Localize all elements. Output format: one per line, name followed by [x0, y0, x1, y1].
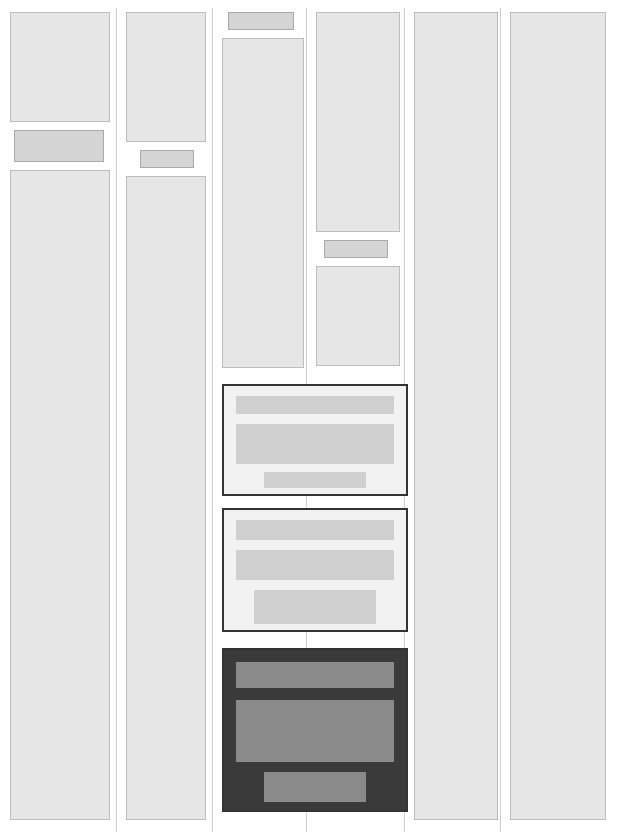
display-ad-box: [222, 508, 408, 632]
classified-column-5: [410, 8, 501, 832]
text-block: [222, 38, 304, 368]
section-heading-block: [140, 150, 194, 168]
ad-text-region: [254, 590, 376, 624]
display-ad-box: [222, 648, 408, 812]
text-block: [510, 12, 606, 820]
ad-text-region: [264, 472, 366, 488]
ad-text-region: [236, 550, 394, 580]
ad-text-region: [264, 772, 366, 802]
classified-column-2: [122, 8, 213, 832]
text-block: [10, 170, 110, 820]
classified-column-1: [6, 8, 117, 832]
ad-heading-region: [236, 520, 394, 540]
text-block: [316, 12, 400, 232]
text-block: [126, 176, 206, 820]
ad-text-region: [236, 424, 394, 464]
classified-column-6: [506, 8, 610, 832]
display-ad-box: [222, 384, 408, 496]
text-block: [10, 12, 110, 122]
section-heading-block: [228, 12, 294, 30]
ad-text-region: [236, 700, 394, 762]
text-block: [414, 12, 498, 820]
section-heading-block: [324, 240, 388, 258]
text-block: [126, 12, 206, 142]
section-heading-block: [14, 130, 104, 162]
text-block: [316, 266, 400, 366]
ad-heading-region: [236, 662, 394, 688]
ad-heading-region: [236, 396, 394, 414]
